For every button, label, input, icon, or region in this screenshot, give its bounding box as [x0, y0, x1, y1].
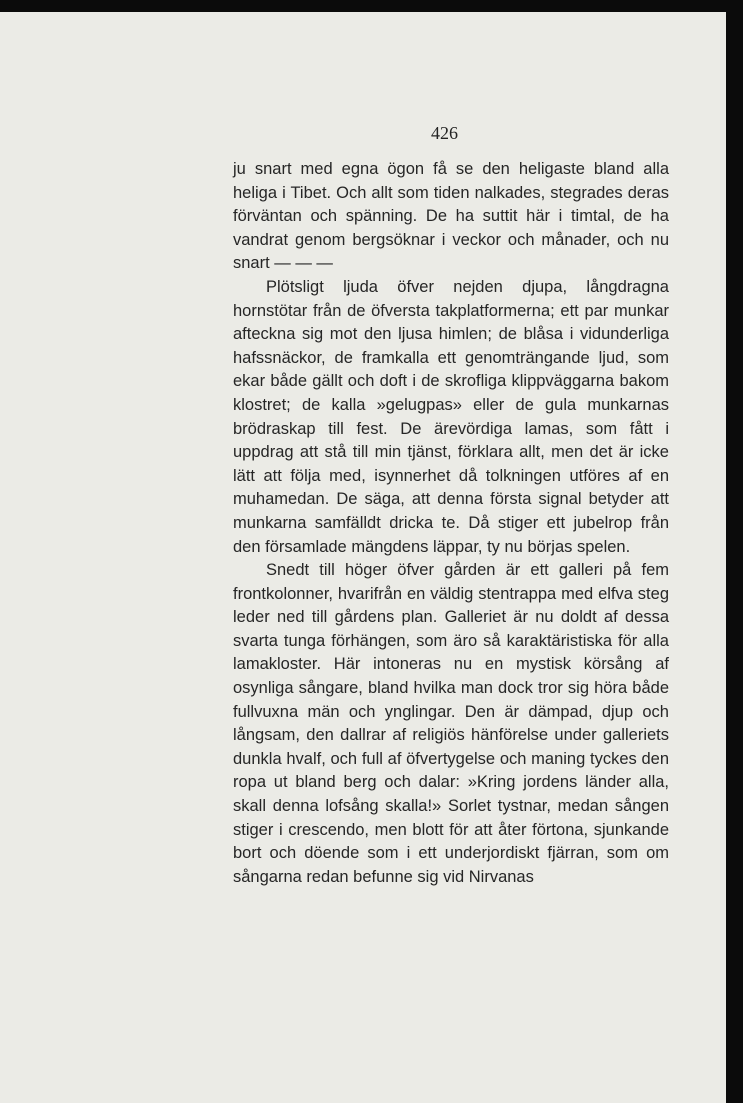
page-number: 426 [431, 123, 458, 143]
paragraph-3: Snedt till höger öfver gården är ett galleri på fem frontkolonner, hvarifrån en väldig stentrappa med elfva steg leder ned till gårdens plan. Galleriet är nu doldt af dessa svarta tunga förhängen, som äro så karaktäristiska för alla lamakloster. Här intoneras nu en mystisk körsång af osynliga sångare, bland hvilka man dock tror sig höra både fullvuxna män och ynglingar. Den är dämpad, djup och långsam, den dallrar af religiös hänförelse under galleriets dunkla hvalf, och full af öfvertygelse och maning tyckes den ropa ut bland berg och dalar: »Kring jordens länder alla, skall denna lofsång skalla!» Sorlet tystnar, medan sången stiger i crescendo, men blott för att åter förtona, sjunkande bort och döende som i ett underjordiskt fjärran, som om sångarna redan befunne sig vid Nirvanas [233, 561, 669, 886]
paragraph-2: Plötsligt ljuda öfver nejden djupa, långdragna hornstötar från de öfversta takplatformerna; ett par munkar afteckna sig mot den ljusa himlen; de blåsa i vidunderliga hafssnäckor, de framkalla ett genomträngande ljud, som ekar både gällt och doft i de skrofliga klippväggarna bakom klostret; de kalla »gelugpas» eller de gula munkarnas brödraskap till fest. De ärevördiga lamas, som fått i uppdrag att stå till min tjänst, förklara allt, men det är icke lätt att följa med, isynnerhet då tolkningen utföres af en muhamedan. De säga, att denna första signal betyder att munkarna samfälldt dricka te. Då stiger ett jubelrop från den församlade mängdens läppar, ty nu börjas spelen. [233, 277, 669, 556]
body-text [233, 158, 669, 889]
paragraph-1: ju snart med egna ögon få se den heligaste bland alla heliga i Tibet. Och allt som tiden nalkades, stegrades deras förväntan och spänning. De ha suttit här i timtal, de ha vandrat genom bergsöknar i veckor och månader, och nu snart — — — [233, 160, 669, 273]
book-page [0, 12, 726, 1103]
